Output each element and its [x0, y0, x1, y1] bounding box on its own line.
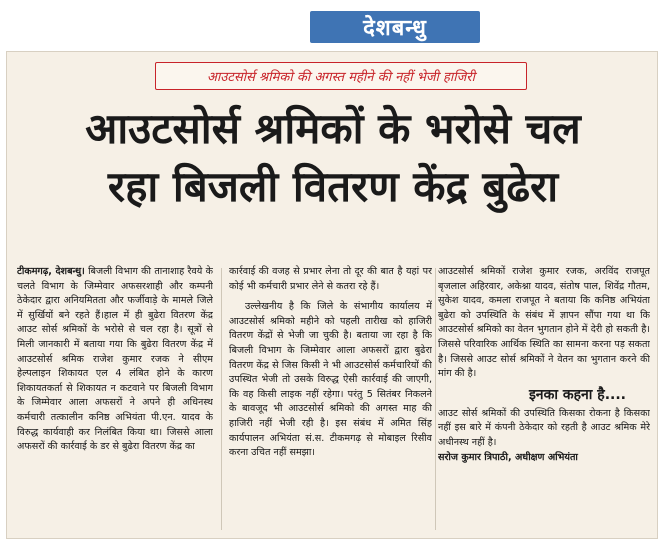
article-column-1 — [17, 265, 213, 537]
column-divider — [221, 268, 222, 530]
column-3-paragraph-1: आउटसोर्स श्रमिकों राजेश कुमार रजक, अरविंद राजपूत बृजलाल अहिरवार, अकेश्ना यादव, संतोष पाल, शिवेंद्र गौतम, सुकेश यादव, कमला राजपूत ने बताया कि कनिष्ठ अभियंता बुढेरा को उपस्थिति के संबंध में ज्ञापन सौंपा गया था कि आउटसोर्स श्रमिको का वेतन भुगतान होने में देरी हो सकती है। जिससे परिवारिक आर्थिक स्थिति का सामना करना पड़ सकता है। जिससे आउट सोर्स श्रमिकों ने वेतन का भुगतान करने की मांग की है। — [438, 266, 650, 380]
column-divider — [435, 268, 436, 530]
dateline: टीकमगढ़, देशबन्धु। — [17, 266, 85, 277]
headline — [7, 100, 659, 216]
masthead — [0, 0, 661, 50]
newspaper-logo — [310, 11, 480, 43]
column-2-paragraph-1: कार्रवाई की वजह से प्रभार लेना तो दूर की बात है यहां पर कोई भी कर्मचारी प्रभार लेने से कतरा रहे हैं। — [229, 266, 432, 292]
headline-line-1: आउटसोर्स श्रमिकों के भरोसे चल — [85, 104, 581, 153]
column-1-paragraph: बिजली विभाग की तानाशाह रैवये के चलते विभाग के जिम्मेवार अफसरशाही और कम्पनी ठेकेदार द्वारा अनियमितता और फर्जीवाड़े के मामले जिले में सुर्खियों बने रहते हैं।हाल में ही बुढेरा वितरण केंद्र आउट सोर्स श्रमिकों के भरोसे से चल रहा है। सूत्रों से मिली जानकारी में बताया गया कि बुढेरा वितरण केंद्र में आउटसोर्स श्रमिक राजेश कुमार रजक ने सीएम हेल्पलाइन शिकायत एल 4 लंबित होने के कारण शिकायतकर्ता से शिकायत न कटवाने पर बिजली विभाग के जिम्मेवार आला अफसरों ने अपने ही अधिनस्थ कर्मचारी तत्कालीन कनिष्ठ अभियंता पी.एन. यादव के विरुद्ध कार्यवाही कर निलंबित किया था। जिससे आला अफसरों की कार्रवाई के डर से बुढेरा वितरण केंद्र का — [17, 266, 213, 453]
column-2-paragraph-2: उल्लेखनीय है कि जिले के संभागीय कार्यालय में आउटसोर्स श्रमिको महीने को पहली तारीख को हाजिरी वितरण केंद्रों से भेजी जा चुकी है। बताया जा रहा है कि बिजली विभाग के जिम्मेवार आला अफसरों द्वारा बुढेरा वितरण केंद्र से जिस किसी ने भी आउटसोर्स कर्मचारियों की उपस्थित भेजी तो उसके विरुद्ध ऐसी कार्रवाई की जाएगी, कि वह किसी लाइक नहीं रहेगा। परंतु 5 सितंबर निकलने के बावजूद भी आउटसोर्स श्रमिको की अगस्त माह की हाजिरी नहीं भेजी रही है। इस संबंध में अमित सिंह कार्यपालन अभियंता सं.स. टीकमगढ़ से मोबाइल रिसीव करना उचित नहीं समझा। — [229, 301, 432, 459]
article-column-2 — [229, 265, 432, 537]
kicker-box: आउटसोर्स श्रमिको की अगस्त महीने की नहीं भेजी हाजिरी — [155, 62, 527, 90]
article-column-3 — [438, 265, 650, 537]
newspaper-name: देशबन्धु — [363, 16, 427, 41]
column-3-paragraph-2: आउट सोर्स श्रमिकों की उपस्थिति किसका रोकना है किसका नहीं इस बारे में कंपनी ठेकेदार को रहती है आउट श्रमिक मेरे अधीनस्थ नहीं है। — [438, 407, 650, 448]
byline: सरोज कुमार त्रिपाठी, अधीक्षण अभियंता — [438, 451, 578, 463]
quote-subheading: इनका कहना है.... — [528, 386, 626, 403]
news-clipping — [6, 51, 658, 539]
headline-line-2: रहा बिजली वितरण केंद्र बुढेरा — [107, 162, 559, 211]
